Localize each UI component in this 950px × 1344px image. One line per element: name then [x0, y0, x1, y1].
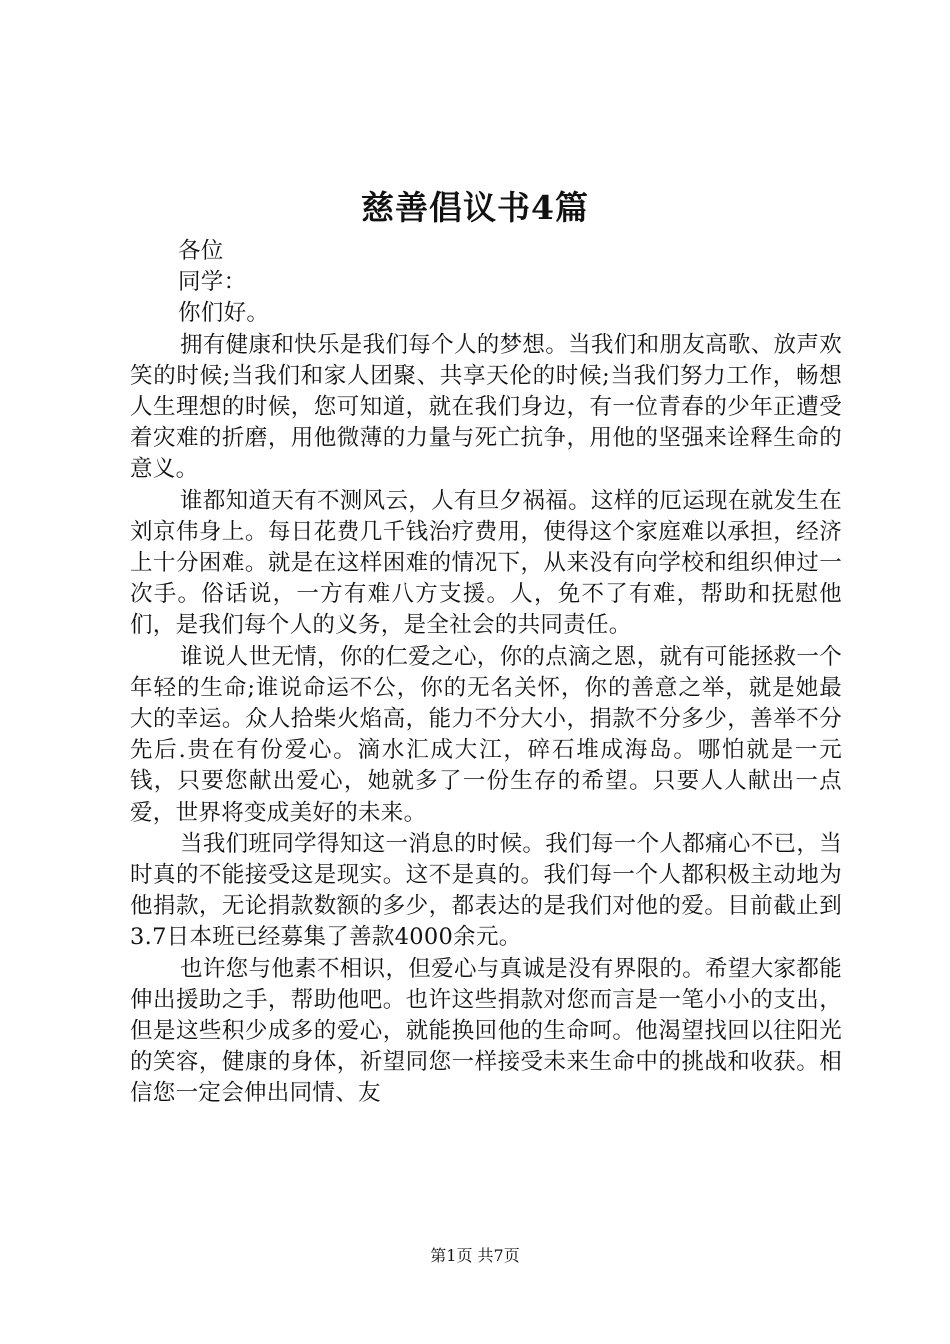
salutation-line: 各位 [178, 238, 224, 264]
salutation-line: 同学： [178, 269, 247, 296]
body-paragraph: 当我们班同学得知这一消息的时候。我们每一个人都痛心不已，当时真的不能接受这是现实。这不是真的。我们每一个人都积极主动地为他捐款，无论捐款数额的多少，都表达的是我们对他的爱。目前截止到3.7日本班已经募集了善款4000余元。 [130, 830, 842, 951]
body-paragraph: 也许您与他素不相识，但爱心与真诚是没有界限的。希望大家都能伸出援助之手，帮助他吧。也许这些捐款对您而言是一笔小小的支出，但是这些积少成多的爱心，就能换回他的生命呵。他渴望找回以往阳光的笑容，健康的身体，祈望同您一样接受未来生命中的挑战和收获。相信您一定会伸出同情、友 [130, 955, 842, 1107]
body-paragraph: 拥有健康和快乐是我们每个人的梦想。当我们和朋友高歌、放声欢笑的时候;当我们和家人团聚、共享天伦的时候;当我们努力工作，畅想人生理想的时候，您可知道，就在我们身边，有一位青春的少年正遭受着灾难的折磨，用他微薄的力量与死亡抗争，用他的坚强来诠释生命的意义。 [130, 331, 842, 483]
page-footer: 第1页 共7页 [430, 1246, 520, 1265]
body-paragraph: 谁都知道天有不测风云，人有旦夕祸福。这样的厄运现在就发生在刘京伟身上。每日花费几千钱治疗费用，使得这个家庭难以承担，经济上十分困难。就是在这样困难的情况下，从来没有向学校和组织伸过一次手。俗话说，一方有难八方支援。人，免不了有难，帮助和抚慰他们，是我们每个人的义务，是全社会的共同责任。 [130, 487, 842, 639]
body-paragraph: 谁说人世无情，你的仁爱之心，你的点滴之恩，就有可能拯救一个年轻的生命;谁说命运不公，你的无名关怀，你的善意之举，就是她最大的幸运。众人拾柴火焰高，能力不分大小，捐款不分多少，善举不分先后.贵在有份爱心。滴水汇成大江，碎石堆成海岛。哪怕就是一元钱，只要您献出爱心，她就多了一份生存的希望。只要人人献出一点爱，世界将变成美好的未来。 [130, 643, 842, 826]
greeting-line: 你们好。 [178, 300, 270, 327]
document-title: 慈善倡议书4篇 [361, 188, 589, 227]
document-body [130, 236, 842, 1110]
